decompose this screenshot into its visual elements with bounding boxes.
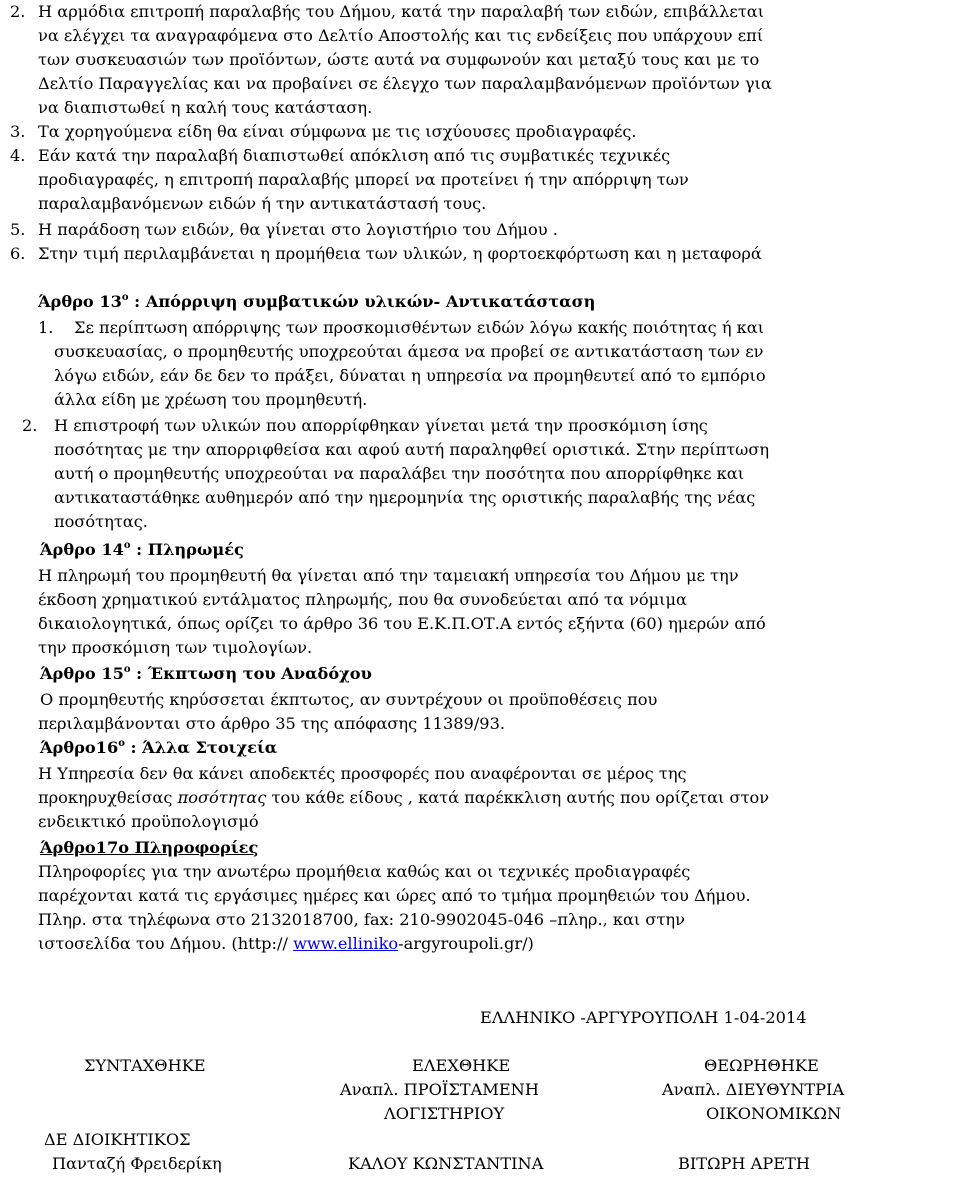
text-line bbox=[38, 932, 534, 956]
text-line: προδιαγραφές, η επιτροπή παραλαβής μπορεί να προτείνει ή την απόρριψη των bbox=[38, 170, 689, 189]
article-17-heading: Άρθρο17ο Πληροφορίες bbox=[40, 838, 259, 857]
heading-title: : Απόρριψη συμβατικών υλικών- Αντικατάσταση bbox=[128, 292, 596, 311]
text-fragment: προκηρυχθείσας bbox=[38, 788, 178, 807]
text-line: Η αρμόδια επιτροπή παραλαβής του Δήμου, κατά την παραλαβή των ειδών, επιβάλλεται bbox=[38, 2, 765, 21]
signature-role: ΔΕ ΔΙΟΙΚΗΤΙΚΟΣ bbox=[44, 1130, 191, 1149]
text-line: ενδεικτικό προϋπολογισμό bbox=[38, 812, 259, 831]
signature-heading: ΕΛΕΧΘΗΚΕ bbox=[412, 1056, 511, 1075]
text-line-justified bbox=[38, 144, 952, 168]
text-line: ποσότητας με την απορριφθείσα και αφού αυτή παραληφθεί οριστικά. Στην περίπτωση bbox=[54, 440, 770, 459]
text-line: Εάν κατά την παραλαβή διαπιστωθεί απόκλιση από τις συμβατικές τεχνικές bbox=[38, 146, 671, 165]
heading-superscript: ο bbox=[123, 663, 131, 675]
text-fragment-italic: ποσότητας bbox=[177, 788, 267, 807]
article-13-heading bbox=[38, 290, 595, 314]
text-line: Στην τιμή περιλαμβάνεται η προμήθεια των υλικών, η φορτοεκφόρτωση και η μεταφορά bbox=[38, 244, 762, 263]
text-line: Η επιστροφή των υλικών που απορρίφθηκαν γίνεται μετά την προσκόμιση ίσης bbox=[54, 416, 708, 435]
item-number: 1. bbox=[38, 318, 54, 337]
text-line: αντικαταστάθηκε αυθημερόν από την ημερομηνία της οριστικής παραλαβής της νέας bbox=[54, 488, 756, 507]
item-number: 4. bbox=[10, 146, 26, 165]
item-number: 2. bbox=[22, 416, 38, 435]
text-line: να διαπιστωθεί η καλή τους κατάσταση. bbox=[38, 98, 373, 117]
heading-prefix: Άρθρο16 bbox=[40, 738, 119, 757]
heading-prefix: Άρθρο 14 bbox=[40, 540, 124, 559]
text-line: των συσκευασιών των προϊόντων, ώστε αυτά να συμφωνούν και μεταξύ τους και με το bbox=[38, 50, 760, 69]
text-line: Η παράδοση των ειδών, θα γίνεται στο λογιστήριο του Δήμου . bbox=[38, 220, 558, 239]
text-line: συσκευασίας, ο προμηθευτής υποχρεούται άμεσα να προβεί σε αντικατάσταση των εν bbox=[54, 342, 764, 361]
item-number: 3. bbox=[10, 122, 26, 141]
article-15-heading bbox=[40, 662, 372, 686]
text-line: περιλαμβάνονται στο άρθρο 35 της απόφασης 11389/93. bbox=[38, 714, 506, 733]
text-fragment: ιστοσελίδα του Δήμου. (http:// bbox=[38, 934, 294, 953]
signature-heading: ΘΕΩΡΗΘΗΚΕ bbox=[704, 1056, 819, 1075]
heading-superscript: ο bbox=[121, 291, 129, 303]
article-16-heading bbox=[40, 736, 277, 760]
text-fragment: του κάθε είδους , κατά παρέκκλιση αυτής που ορίζεται στον bbox=[266, 788, 770, 807]
text-line: Δελτίο Παραγγελίας και να προβαίνει σε έλεγχο των παραλαμβανόμενων προϊόντων για bbox=[38, 74, 772, 93]
article-14-heading bbox=[40, 538, 244, 562]
text-line: έκδοση χρηματικού εντάλματος πληρωμής, που θα συνοδεύεται από τα νόμιμα bbox=[38, 590, 687, 609]
text-line: παρέχονται κατά τις εργάσιμες ημέρες και ώρες από το τμήμα προμηθειών του Δήμου. bbox=[38, 886, 751, 905]
signature-name: ΒΙΤΩΡΗ ΑΡΕΤΗ bbox=[678, 1154, 810, 1173]
item-number: 2. bbox=[10, 2, 26, 21]
text-line: άλλα είδη με χρέωση του προμηθευτή. bbox=[54, 390, 368, 409]
text-line: Πληρ. στα τηλέφωνα στο 2132018700, fax: 210-9902045-046 –πληρ., και στην bbox=[38, 910, 685, 929]
text-line: να ελέγχει τα αναγραφόμενα στο Δελτίο Αποστολής και τις ενδείξεις που υπάρχουν επί bbox=[38, 26, 764, 45]
signature-heading: ΣΥΝΤΑΧΘΗΚΕ bbox=[84, 1056, 206, 1075]
text-line: Πληροφορίες για την ανωτέρω προμήθεια καθώς και οι τεχνικές προδιαγραφές bbox=[38, 862, 691, 881]
signature-name: ΚΑΛΟΥ ΚΩΝΣΤΑΝΤΙΝΑ bbox=[348, 1154, 544, 1173]
heading-superscript: ο bbox=[118, 737, 125, 749]
text-line: Τα χορηγούμενα είδη θα είναι σύμφωνα με τις ισχύουσες προδιαγραφές. bbox=[38, 122, 637, 141]
heading-title: : Άλλα Στοιχεία bbox=[124, 738, 278, 757]
heading-prefix: Άρθρο 13 bbox=[38, 292, 122, 311]
signature-role: ΛΟΓΙΣΤΗΡΙΟΥ bbox=[384, 1104, 505, 1123]
text-line: Σε περίπτωση απόρριψης των προσκομισθέντων ειδών λόγω κακής ποιότητας ή και bbox=[74, 318, 765, 337]
signature-name: Πανταζή Φρειδερίκη bbox=[52, 1154, 222, 1173]
text-fragment: -argyroupoli.gr/) bbox=[398, 934, 534, 953]
item-number: 5. bbox=[10, 220, 26, 239]
text-line: λόγω ειδών, εάν δε δεν το πράξει, δύναται η υπηρεσία να προμηθευτεί από το εμπόριο bbox=[54, 366, 766, 385]
text-line: Η Υπηρεσία δεν θα κάνει αποδεκτές προσφορές που αναφέρονται σε μέρος της bbox=[38, 764, 687, 783]
website-link[interactable]: www.elliniko bbox=[293, 934, 399, 953]
text-line bbox=[38, 786, 769, 810]
signature-role: ΟΙΚΟΝΟΜΙΚΩΝ bbox=[706, 1104, 842, 1123]
item-number: 6. bbox=[10, 244, 26, 263]
text-line: δικαιολογητικά, όπως ορίζει το άρθρο 36 του Ε.Κ.Π.ΟΤ.Α εντός εξήντα (60) ημερών από bbox=[38, 614, 766, 633]
signature-role: Αναπλ. ΠΡΟΪΣΤΑΜΕΝΗ bbox=[340, 1080, 539, 1099]
signature-role: Αναπλ. ΔΙΕΥΘΥΝΤΡΙΑ bbox=[662, 1080, 845, 1099]
heading-title: : Πληρωμές bbox=[130, 540, 244, 559]
text-line: την προσκόμιση των τιμολογίων. bbox=[38, 638, 313, 657]
text-line: Η πληρωμή του προμηθευτή θα γίνεται από την ταμειακή υπηρεσία του Δήμου με την bbox=[38, 566, 739, 585]
text-line: αυτή ο προμηθευτής υποχρεούται να παραλάβει την ποσότητα που απορρίφθηκε και bbox=[54, 464, 745, 483]
place-date: ΕΛΛΗΝΙΚΟ -ΑΡΓΥΡΟΥΠΟΛΗ 1-04-2014 bbox=[480, 1008, 807, 1027]
heading-prefix: Άρθρο 15 bbox=[40, 664, 124, 683]
heading-title: : Έκπτωση του Αναδόχου bbox=[130, 664, 372, 683]
text-line: παραλαμβανόμενων ειδών ή την αντικατάστασή τους. bbox=[38, 194, 487, 213]
text-line: ποσότητας. bbox=[54, 512, 148, 531]
text-line: Ο προμηθευτής κηρύσσεται έκπτωτος, αν συντρέχουν οι προϋποθέσεις που bbox=[40, 690, 658, 709]
heading-superscript: ο bbox=[123, 539, 131, 551]
